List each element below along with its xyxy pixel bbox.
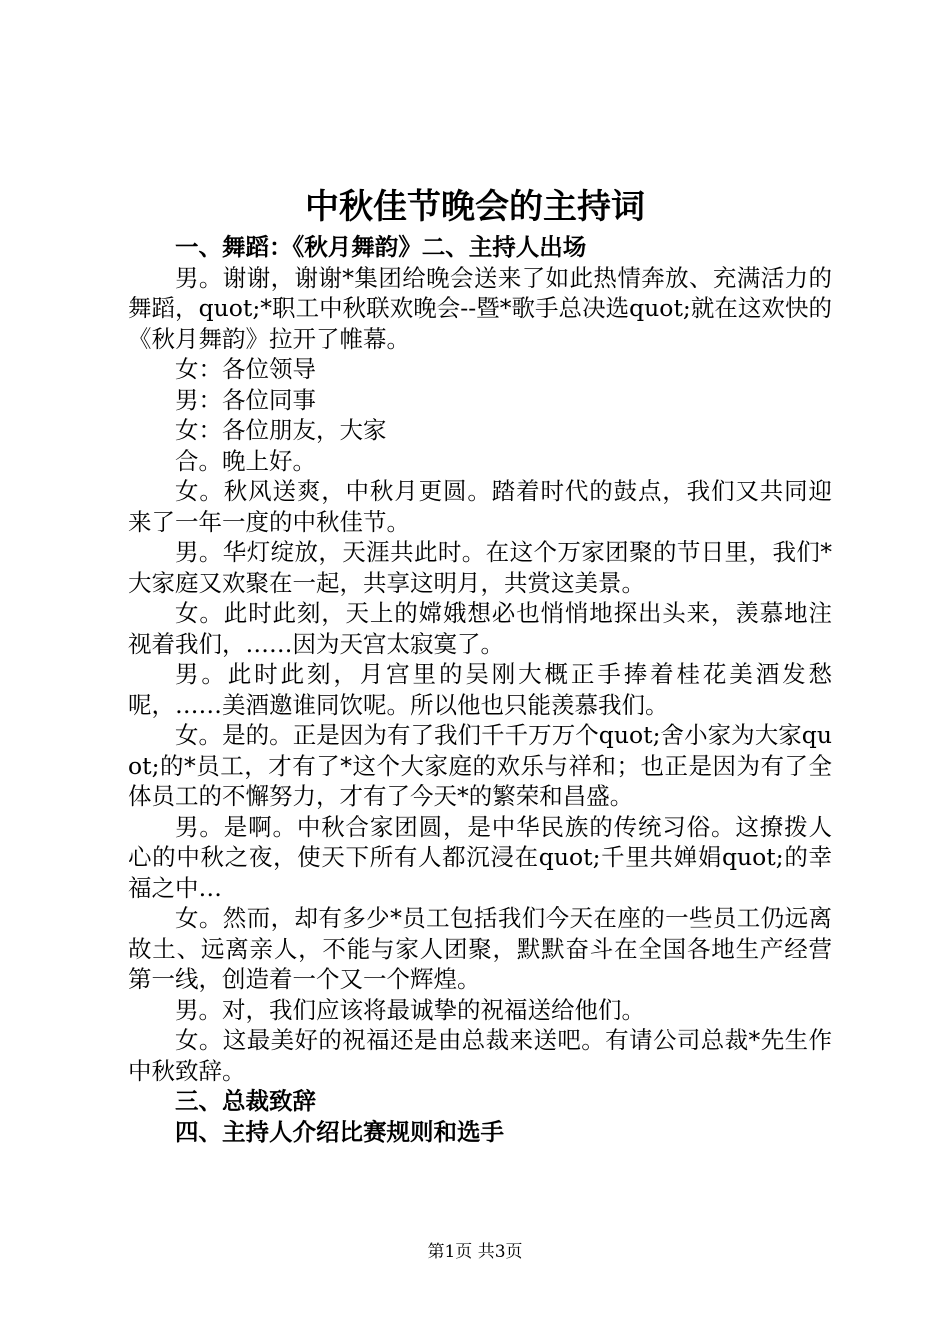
paragraph: 男。华灯绽放，天涯共此时。在这个万家团聚的节日里，我们*大家庭又欢聚在一起，共享这明月，共赏这美景。 [128,538,832,597]
paragraph: 女：各位朋友，大家 [175,416,387,444]
paragraph: 男。是啊。中秋合家团圆，是中华民族的传统习俗。这撩拨人心的中秋之夜，使天下所有人都沉浸在quot;千里共婵娟quot;的幸福之中… [128,812,832,902]
document-title: 中秋佳节晚会的主持词 [305,187,645,227]
paragraph: 女。此时此刻，天上的嫦娥想必也悄悄地探出头来，羡慕地注视着我们，……因为天宫太寂寞了。 [128,599,832,658]
paragraph: 合。晚上好。 [175,446,316,475]
paragraph: 女。秋风送爽，中秋月更圆。踏着时代的鼓点，我们又共同迎来了一年一度的中秋佳节。 [128,477,832,536]
section-heading: 四、主持人介绍比赛规则和选手 [175,1117,504,1146]
page-number-footer: 第1页 共3页 [427,1242,523,1262]
paragraph: 女。是的。正是因为有了我们千千万万个quot;舍小家为大家quot;的*员工，才有了*这个大家庭的欢乐与祥和；也正是因为有了全体员工的不懈努力，才有了今天*的繁荣和昌盛。 [128,721,832,810]
paragraph: 女。这最美好的祝福还是由总裁来送吧。有请公司总裁*先生作中秋致辞。 [128,1026,832,1085]
document-body [128,232,832,1147]
paragraph: 男。对，我们应该将最诚挚的祝福送给他们。 [175,995,645,1024]
paragraph: 男：各位同事 [175,385,316,414]
paragraph: 女：各位领导 [175,355,316,383]
section-heading: 三、总裁致辞 [175,1087,316,1115]
paragraph: 女。然而，却有多少*员工包括我们今天在座的一些员工仍远离故土、远离亲人，不能与家人团聚，默默奋斗在全国各地生产经营第一线，创造着一个又一个辉煌。 [128,904,832,993]
section-heading: 一、舞蹈：《秋月舞韵》二、主持人出场 [175,233,587,261]
paragraph: 男。此时此刻，月宫里的吴刚大概正手捧着桂花美酒发愁呢，……美酒邀谁同饮呢。所以他也只能羡慕我们。 [128,660,832,719]
paragraph: 男。谢谢，谢谢*集团给晚会送来了如此热情奔放、充满活力的舞蹈，quot;*职工中秋联欢晚会--暨*歌手总决选quot;就在这欢快的《秋月舞韵》拉开了帷幕。 [128,263,832,353]
